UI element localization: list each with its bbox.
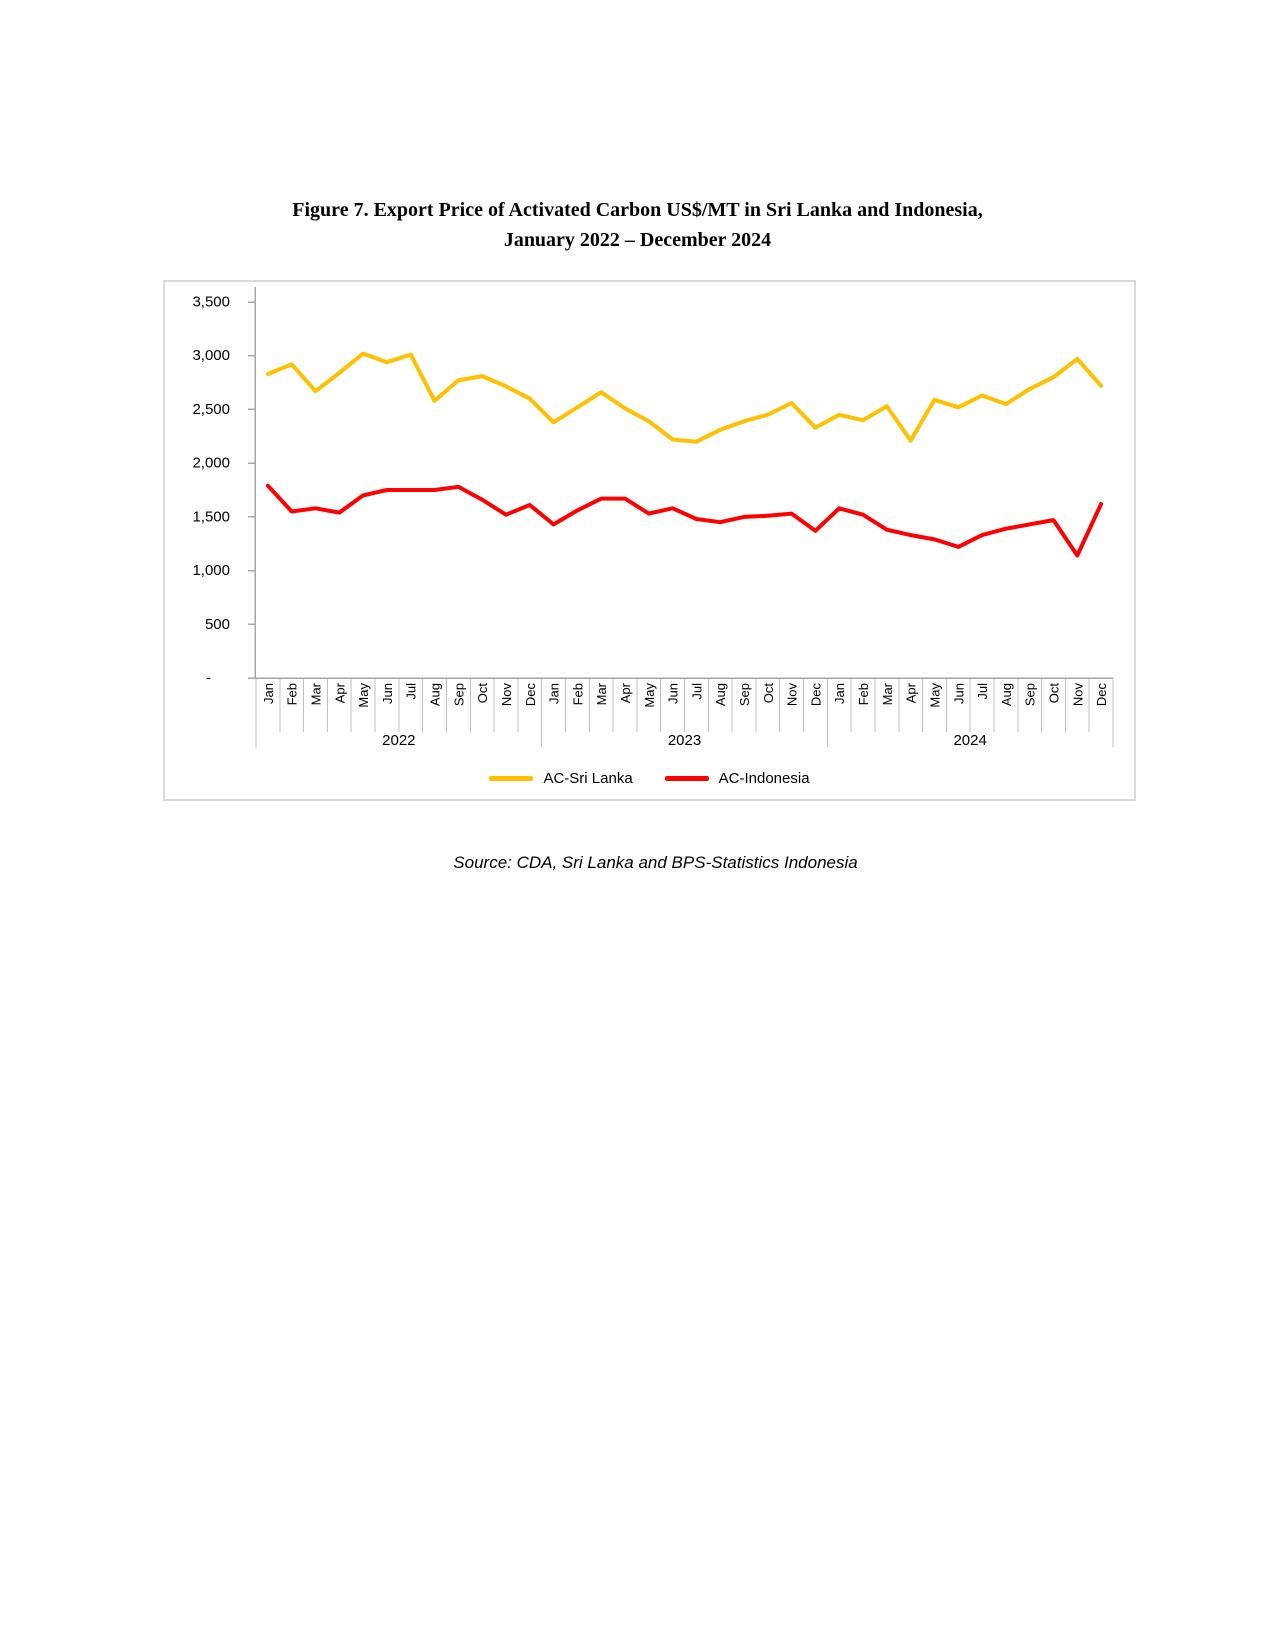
legend-label-indonesia: AC-Indonesia <box>718 770 810 787</box>
y-tick-label: 3,500 <box>192 293 230 311</box>
month-label: Jul <box>689 683 705 700</box>
legend-item-indonesia <box>665 770 810 787</box>
month-label: Nov <box>1070 683 1086 707</box>
month-label: Feb <box>284 683 300 706</box>
y-tick-label: - <box>206 669 211 687</box>
month-label: Mar <box>308 683 324 706</box>
month-label: Jul <box>403 683 419 700</box>
series-line-ac-sri-lanka <box>268 354 1101 442</box>
month-label: Sep <box>1022 683 1038 707</box>
month-label: Feb <box>570 683 586 706</box>
legend-swatch-sri-lanka <box>489 776 533 781</box>
month-label: Jun <box>951 683 967 704</box>
series-line-ac-indonesia <box>268 486 1101 556</box>
month-label: Jan <box>260 683 276 704</box>
legend-label-sri-lanka: AC-Sri Lanka <box>543 770 633 787</box>
month-label: Oct <box>1046 683 1062 704</box>
chart-frame <box>163 280 1136 801</box>
month-label: Aug <box>998 683 1014 707</box>
legend-item-sri-lanka <box>489 770 632 787</box>
month-label: Nov <box>498 683 514 707</box>
month-label: Mar <box>879 683 895 706</box>
legend-swatch-indonesia <box>665 776 709 781</box>
chart-area <box>165 282 1134 799</box>
month-label: May <box>356 683 372 708</box>
source-note: Source: CDA, Sri Lanka and BPS-Statistics Indonesia <box>453 853 858 872</box>
month-label: Jun <box>665 683 681 704</box>
figure-title-line-1: Figure 7. Export Price of Activated Carbon US$/MT in Sri Lanka and Indonesia, <box>292 199 983 221</box>
month-label: Nov <box>784 683 800 707</box>
month-label: Jun <box>379 683 395 704</box>
y-tick-label: 2,500 <box>192 400 230 418</box>
y-tick-label: 2,000 <box>192 454 230 472</box>
month-label: Aug <box>713 683 729 707</box>
month-label: Apr <box>332 683 348 704</box>
year-label: 2023 <box>667 732 702 749</box>
month-label: Sep <box>737 683 753 707</box>
y-tick-label: 1,500 <box>192 508 230 526</box>
month-label: Sep <box>451 683 467 707</box>
y-tick-label: 1,000 <box>192 562 230 580</box>
month-label: Jan <box>832 683 848 704</box>
month-label: Apr <box>617 683 633 704</box>
month-label: Jul <box>975 683 991 700</box>
month-label: Aug <box>427 683 443 707</box>
month-label: Oct <box>475 683 491 704</box>
y-tick-label: 3,000 <box>192 347 230 365</box>
month-label: Dec <box>1094 683 1110 707</box>
figure-title-line-2: January 2022 – December 2024 <box>503 229 772 251</box>
month-label: Jan <box>546 683 562 704</box>
month-label: Dec <box>522 683 538 707</box>
month-label: Dec <box>808 683 824 707</box>
y-tick-label: 500 <box>204 615 230 633</box>
month-label: May <box>641 683 657 708</box>
year-label: 2024 <box>953 732 987 749</box>
month-label: Oct <box>760 683 776 704</box>
month-label: Apr <box>903 683 919 704</box>
month-label: Feb <box>856 683 872 706</box>
month-label: May <box>927 683 943 708</box>
year-label: 2022 <box>382 732 416 749</box>
month-label: Mar <box>594 683 610 706</box>
chart-legend <box>165 770 1134 787</box>
figure-title <box>0 195 1275 255</box>
